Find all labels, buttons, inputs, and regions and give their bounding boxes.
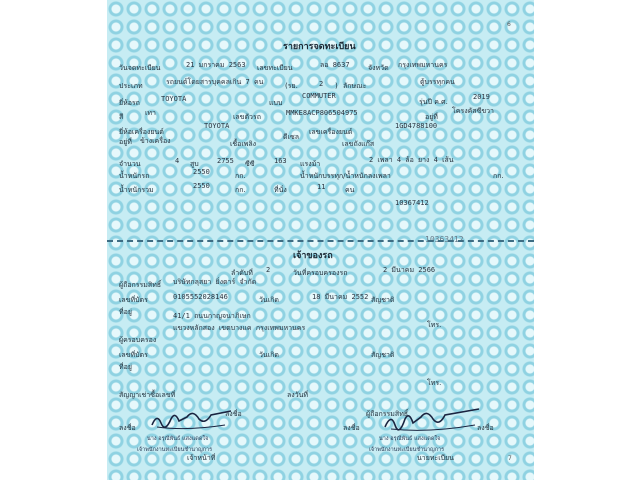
address-line-1: 41/1 ถนนกาญจนาภิเษก — [173, 312, 251, 320]
owner-section-title: เจ้าของรถ — [293, 251, 333, 261]
weight-unit: กก. — [235, 172, 246, 180]
officer-name-left: นาง อรุณีพันธ์ แสงแดดใจ — [147, 436, 209, 442]
id-card-label: เลขที่บัตร — [119, 296, 148, 304]
horsepower-unit: แรงม้า — [300, 160, 321, 168]
officer-role-left: เจ้าพนักงานทะเบียนชำนาญการ — [137, 447, 213, 453]
style-value: ตู้บรรทุกคน — [420, 78, 455, 86]
model-label: แบบ — [269, 99, 283, 107]
chassis-label: เลขตัวรถ — [233, 113, 261, 121]
gross-weight-value: 2550 — [193, 182, 210, 190]
phone-label: โทร. — [427, 321, 442, 329]
engine-brand-label: ยี่ห้อเครื่องยนต์ — [119, 128, 164, 136]
horsepower-value: 163 — [274, 157, 287, 165]
address-line-2: แขวงหลักสอง เขตบางแค กรุงเทพมหานคร — [173, 324, 306, 332]
chassis-location-label: อยู่ที่ — [425, 113, 438, 121]
engine-location-value: ข้างเครื่อง — [140, 137, 171, 145]
section-divider — [107, 240, 534, 242]
possessor-birth-label: วันเกิด — [259, 351, 279, 359]
sign-label-right: ลงชื่อ — [343, 424, 360, 432]
rs-value: 2 — [319, 80, 324, 88]
weight-value: 2550 — [193, 168, 210, 176]
officer-role-right: เจ้าพนักงานทะเบียนชำนาญการ — [369, 447, 445, 453]
reference-number: 10367412 — [395, 199, 429, 207]
holder-signature-label: ผู้ถือกรรมสิทธิ์ — [366, 410, 409, 418]
cylinders-value: 4 — [175, 157, 180, 165]
officer-caption-right: นายทะเบียน — [417, 454, 454, 462]
holder-value: บริษัทกลุสยา ยิ่งตาร์ จำกัด — [173, 278, 257, 286]
brand-label: ยี่ห้อรถ — [119, 99, 140, 107]
load-unit: กก. — [493, 172, 504, 180]
birth-date-label: วันเกิด — [259, 296, 279, 304]
color-label: สี — [119, 113, 124, 121]
possessor-phone-label: โทร. — [427, 379, 442, 387]
birth-date-value: 18 มีนาคม 2552 — [312, 293, 369, 301]
page-number-bottom: 7 — [508, 455, 512, 462]
province-label: จังหวัด — [368, 64, 389, 72]
reg-date-value: 21 มกราคม 2563 — [186, 61, 246, 69]
seats-label: ที่นั่ง — [274, 186, 287, 194]
reference-number-faded: 10363412 — [425, 235, 464, 244]
weight-label: น้ำหนักรถ — [119, 172, 150, 180]
style-label: ลักษณะ — [343, 82, 367, 90]
reg-date-label: วันจดทะเบียน — [119, 64, 161, 72]
rs-label: (รย. — [285, 82, 298, 90]
officer-signature-left — [147, 405, 237, 433]
province-value: กรุงเทพมหานคร — [398, 61, 448, 69]
fuel-label: เชื้อเพลิง — [230, 140, 257, 148]
sign-label-far: ลงชื่อ — [477, 424, 494, 432]
engine-number-value: 1GD4788100 — [395, 122, 438, 130]
load-label: น้ำหนักบรรทุก/น้ำหนักลงเพลา — [300, 172, 391, 180]
address-label: ที่อยู่ — [119, 308, 132, 316]
possessor-nationality-label: สัญชาติ — [371, 351, 395, 359]
fuel-value: ดีเซล — [283, 133, 299, 141]
officer-name-right: นาง อรุณีพันธ์ แสงแดดใจ — [379, 436, 441, 442]
sequence-label: ลำดับที่ — [231, 269, 253, 277]
cc-value: 2755 — [217, 157, 234, 165]
holder-label: ผู้ถือกรรมสิทธิ์ — [119, 281, 162, 289]
engine-location-label: อยู่ที่ — [119, 138, 132, 146]
vehicle-type-value: รถยนต์โดยสารบุคคลเกิน 7 คน — [166, 78, 264, 86]
cc-unit: ซีซี — [245, 160, 255, 168]
engine-number-label: เลขเครื่องยนต์ — [309, 128, 353, 136]
brand-value: TOYOTA — [161, 95, 187, 103]
possession-date-value: 2 มีนาคม 2566 — [383, 266, 436, 274]
sign-label-mid: ลงชื่อ — [225, 410, 242, 418]
sign-label-left: ลงชื่อ — [119, 424, 136, 432]
possessor-id-label: เลขที่บัตร — [119, 351, 148, 359]
gas-tank-label: เลขถังแก๊ส — [342, 140, 375, 148]
sequence-value: 2 — [266, 266, 271, 274]
count-label: จำนวน — [119, 160, 141, 168]
registration-document — [107, 0, 534, 480]
model-value: COMMUTER — [302, 92, 336, 100]
hire-purchase-label: สัญญาเช่าซื้อเลขที่ — [119, 391, 176, 399]
plate-label: เลขทะเบียน — [257, 64, 293, 72]
model-year-value: 2019 — [473, 93, 490, 101]
plate-value: ลอ 8637 — [320, 61, 350, 69]
registration-section-title: รายการจดทะเบียน — [283, 42, 356, 52]
page-number-top: 6 — [507, 21, 511, 28]
seats-unit: คน — [345, 186, 355, 194]
officer-caption-left: เจ้าหน้าที่ — [187, 454, 216, 462]
chassis-location-value: โครงคัสซีขวา — [452, 107, 494, 115]
axles-value: 2 เพลา 4 ล้อ ยาง 4 เส้น — [369, 156, 454, 164]
possessor-address-label: ที่อยู่ — [119, 363, 132, 371]
model-year-label: รุ่นปี ค.ศ. — [419, 98, 448, 106]
chassis-number-value: MMKE8ACP806504975 — [286, 109, 358, 117]
gross-weight-label: น้ำหนักรวม — [119, 186, 154, 194]
cylinders-unit: สูบ — [190, 160, 199, 168]
hire-purchase-date-label: ลงวันที่ — [287, 391, 309, 399]
color-value: เทา — [145, 109, 156, 117]
id-card-value: 0105552028146 — [173, 293, 228, 301]
possession-date-label: วันที่ครอบครองรถ — [293, 269, 348, 277]
officer-signature-right — [379, 405, 489, 435]
vehicle-type-label: ประเภท — [119, 82, 143, 90]
nationality-label: สัญชาติ — [371, 296, 395, 304]
seats-value: 11 — [317, 183, 326, 191]
possessor-label: ผู้ครอบครอง — [119, 336, 157, 344]
rs-close: ) — [335, 82, 338, 90]
engine-brand-value: TOYOTA — [204, 122, 230, 130]
gross-weight-unit: กก. — [235, 186, 246, 194]
